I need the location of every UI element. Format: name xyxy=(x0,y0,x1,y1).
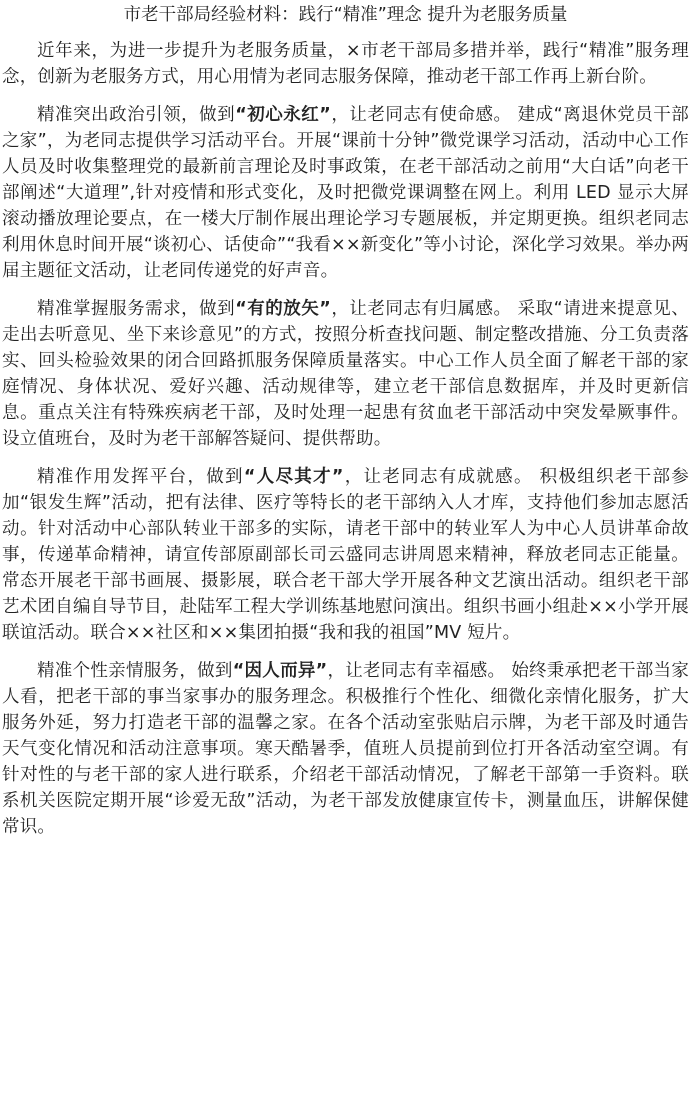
section-1-body: 建成“离退休党员干部之家”，为老同志提供学习活动平台。开展“课前十分钟”微党课学习活动，活动中心工作人员及时收集整理党的最新前言理论及时事政策，在老干部活动之前用“大白话”向老干部阐述“大道理”,针对疫情和形式变化，及时把微党课调整在网上。利用 LED 显示大屏滚动播放理论要点，在一楼大厅制作展出理论学习专题展板，并定期更换。组织老同志利用休息时间开展“谈初心、话使命”“我看××新变化”等小讨论，深化学习效果。举办两届主题征文活动，让老同传递党的好声音。 xyxy=(2,105,690,281)
section-2-body: 采取“请进来提意见、走出去听意见、坐下来诊意见”的方式，按照分析查找问题、制定整改措施、分工负责落实、回头检验效果的闭合回路抓服务保障质量落实。中心工作人员全面了解老干部的家庭情况、身体状况、爱好兴趣、活动规律等，建立老干部信息数据库，并及时更新信息。重点关注有特殊疾病老干部，及时处理一起患有贫血老干部活动中突发晕厥事件。设立值班台，及时为老干部解答疑问、提供帮助。 xyxy=(2,299,690,449)
section-4-lead-end: ，让老同志有幸福感。 xyxy=(327,661,506,681)
section-4-lead: 精准个性亲情服务，做到 xyxy=(37,661,233,681)
section-3-keyword: “人尽其才” xyxy=(243,467,344,487)
section-2-lead: 精准掌握服务需求，做到 xyxy=(37,299,236,319)
section-paragraph-2 xyxy=(2,296,689,452)
section-paragraph-4 xyxy=(2,658,689,840)
section-paragraph-1 xyxy=(2,102,689,284)
section-paragraph-3 xyxy=(2,464,689,646)
section-4-body: 始终秉承把老干部当家人看，把老干部的事当家事办的服务理念。积极推行个性化、细微化亲情化服务，扩大服务外延，努力打造老干部的温馨之家。在各个活动室张贴启示牌，为老干部及时通告天气变化情况和活动注意事项。寒天酷暑季，值班人员提前到位打开各活动室空调。有针对性的与老干部的家人进行联系，介绍老干部活动情况，了解老干部第一手资料。联系机关医院定期开展“诊爱无敌”活动，为老干部发放健康宣传卡，测量血压，讲解保健常识。 xyxy=(2,661,690,837)
document-title: 市老干部局经验材料：践行“精准”理念 提升为老服务质量 xyxy=(123,5,568,25)
section-3-lead-end: ，让老同志有成就感。 xyxy=(343,467,533,487)
section-3-body: 积极组织老干部参加“银发生辉”活动，把有法律、医疗等特长的老干部纳入人才库，支持他们参加志愿活动。针对活动中心部队转业干部多的实际，请老干部中的转业军人为中心人员讲革命故事，传递革命精神，请宣传部原副部长司云盛同志讲周恩来精神，释放老同志正能量。常态开展老干部书画展、摄影展，联合老干部大学开展各种文艺演出活动。组织老干部艺术团自编自导节目，赴陆军工程大学训练基地慰问演出。组织书画小组赴××小学开展联谊活动。联合××社区和××集团拍摄“我和我的祖国”MV 短片。 xyxy=(2,467,689,643)
intro-paragraph: 近年来，为进一步提升为老服务质量，×市老干部局多措并举，践行“精准”服务理念，创新为老服务方式，用心用情为老同志服务保障，推动老干部工作再上新台阶。 xyxy=(2,41,689,87)
section-2-lead-end: ，让老同志有归属感。 xyxy=(331,299,512,319)
section-4-keyword: “因人而异” xyxy=(232,661,328,681)
section-1-lead: 精准突出政治引领，做到 xyxy=(37,105,236,125)
section-2-keyword: “有的放矢” xyxy=(235,299,331,319)
section-3-lead: 精准作用发挥平台，做到 xyxy=(37,467,244,487)
section-1-keyword: “初心永红” xyxy=(235,105,331,125)
section-1-lead-end: ，让老同志有使命感。 xyxy=(331,105,512,125)
